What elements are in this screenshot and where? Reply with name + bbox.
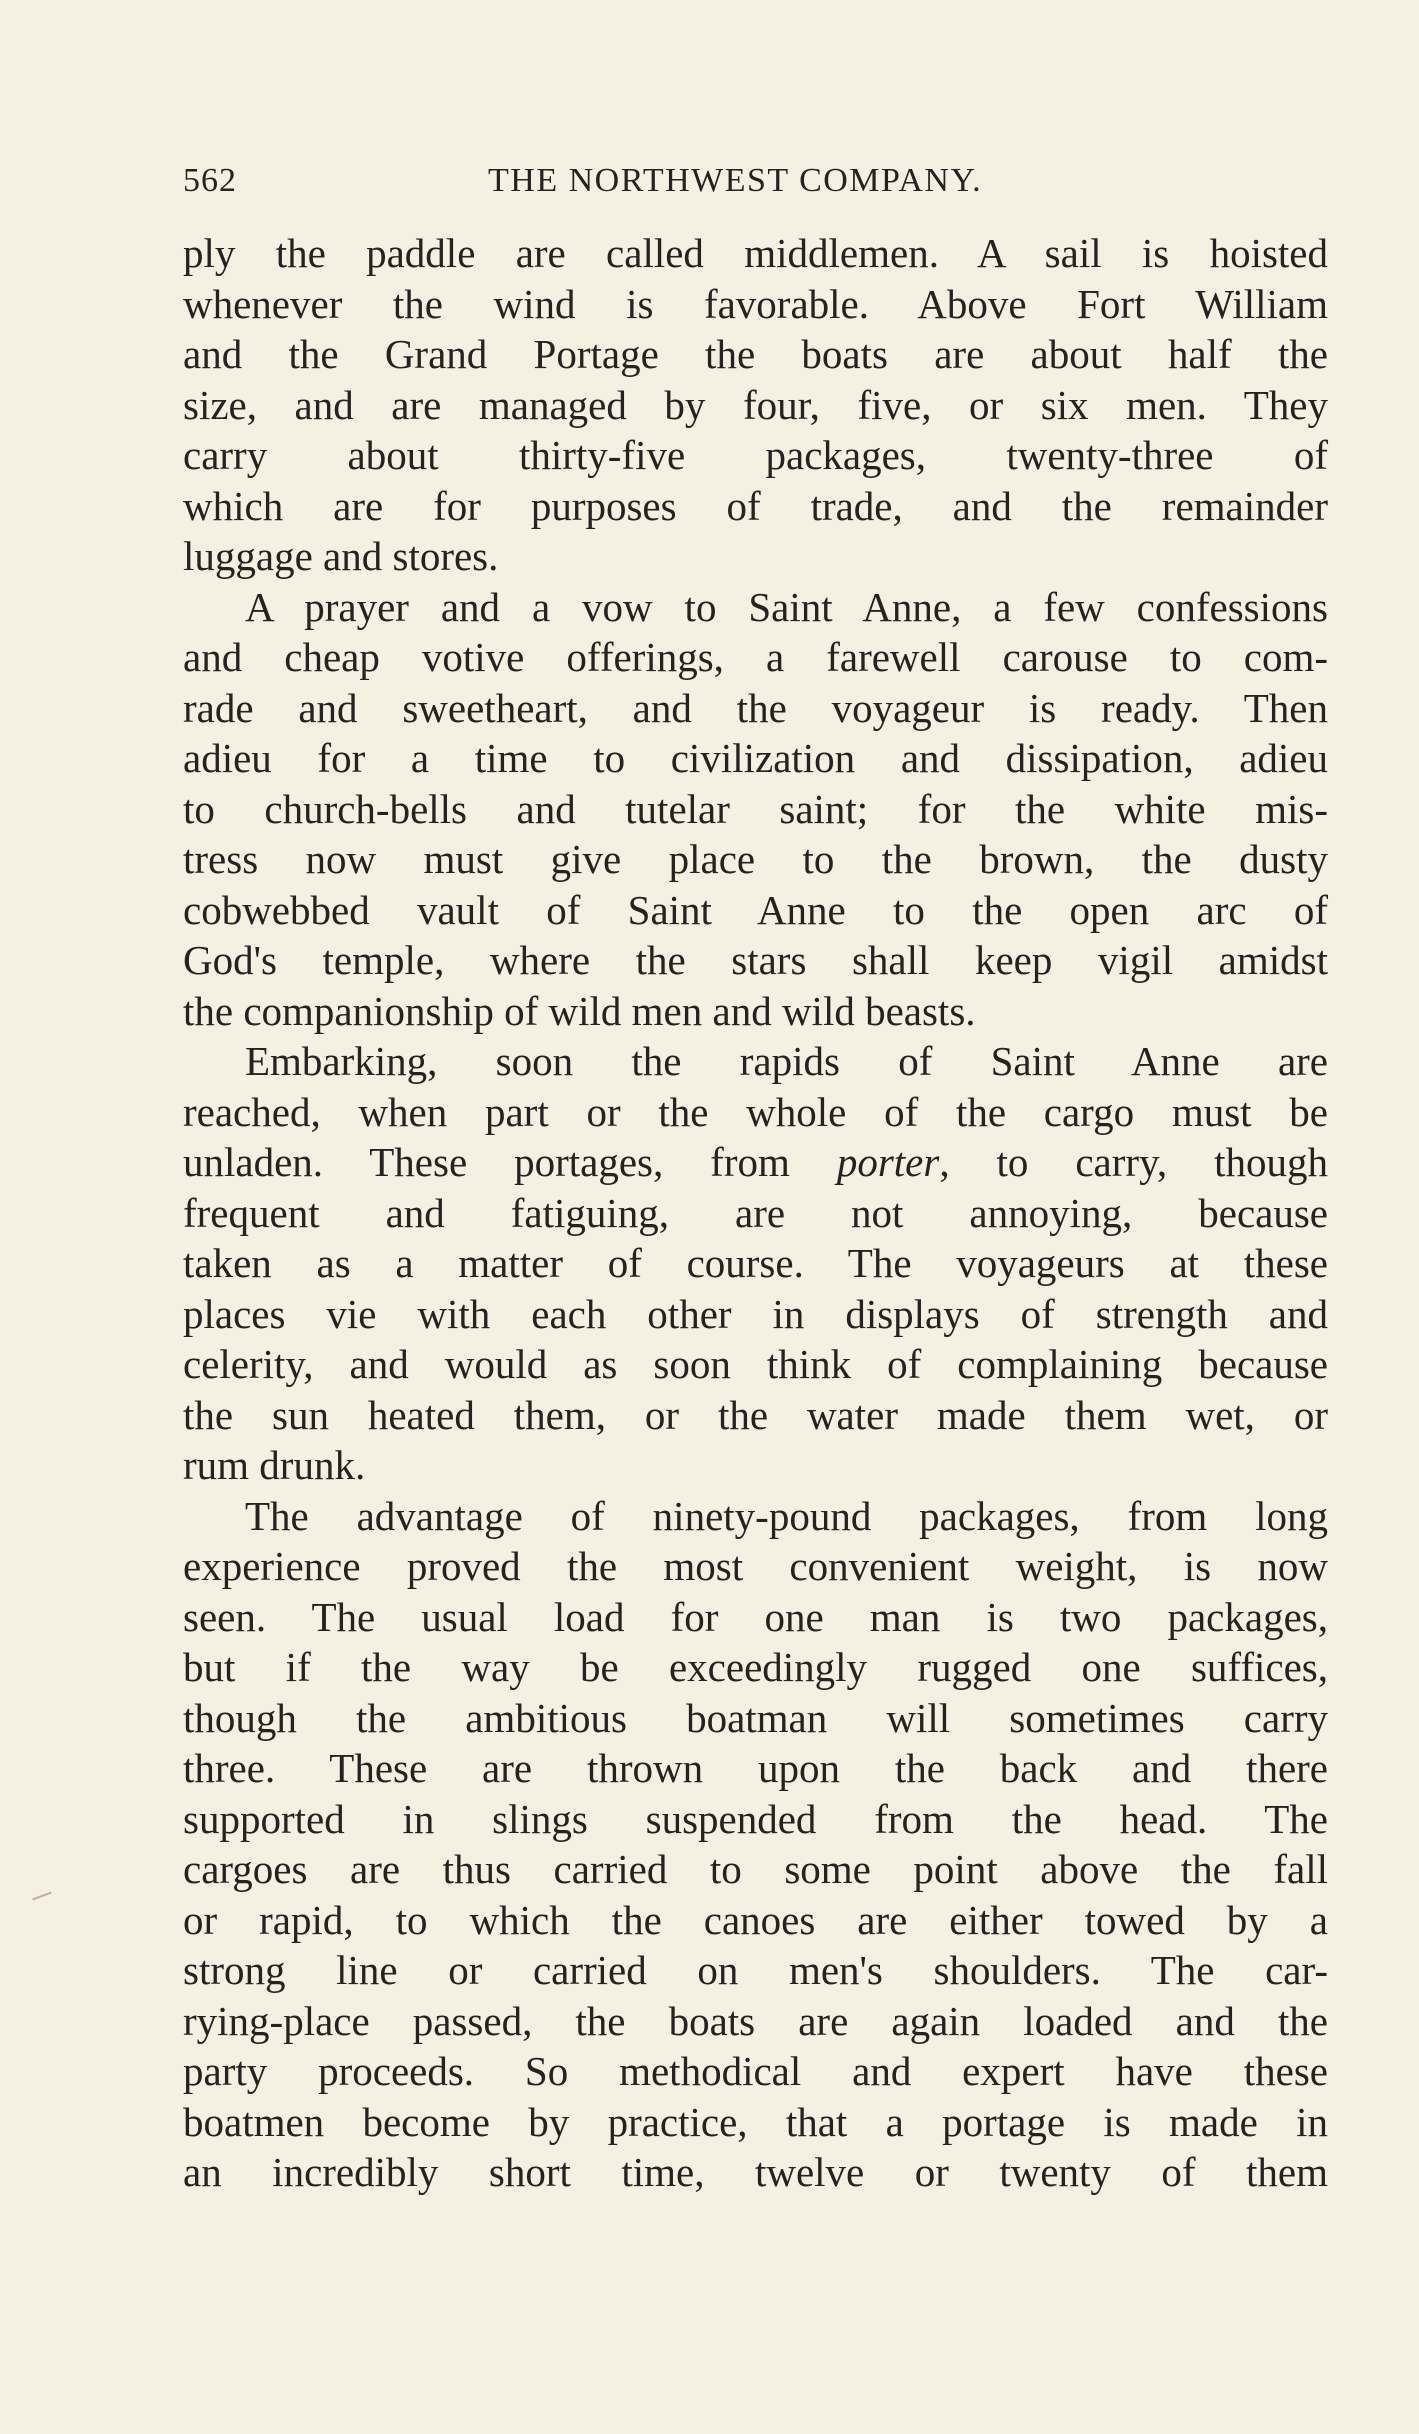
text-line <box>183 2097 1328 2148</box>
text-line <box>183 1491 1328 1542</box>
text-line <box>183 1339 1328 1390</box>
line-text: supported in slings suspended from the head. The <box>183 1795 1328 1842</box>
text-line <box>183 885 1328 936</box>
line-text: The advantage of ninety-pound packages, from long <box>245 1492 1328 1539</box>
text-line <box>183 834 1328 885</box>
text-line <box>183 430 1328 481</box>
line-text: whenever the wind is favorable. Above Fort William <box>183 280 1328 327</box>
line-text: tress now must give place to the brown, the dusty <box>183 836 1328 882</box>
italic-word: porter <box>836 1139 940 1185</box>
text-line <box>183 1289 1328 1340</box>
line-text: cobwebbed vault of Saint Anne to the open arc of <box>183 886 1328 933</box>
text-line <box>183 380 1328 431</box>
text-line <box>183 1693 1328 1744</box>
text-line <box>183 279 1328 330</box>
line-text: boatmen become by practice, that a portage is made in <box>183 2098 1328 2145</box>
line-text: God's temple, where the stars shall keep vigil amidst <box>183 937 1328 983</box>
text-line <box>183 1188 1328 1239</box>
text-line <box>183 784 1328 835</box>
running-head: THE NORTHWEST COMPANY. <box>488 162 983 199</box>
margin-mark <box>32 1892 51 1901</box>
line-text: the companionship of wild men and wild beasts. <box>183 987 976 1034</box>
page-header <box>183 162 1328 206</box>
line-text: carry about thirty-five packages, twenty-three of <box>183 432 1328 478</box>
line-text: strong line or carried on men's shoulders. The car- <box>183 1947 1328 1993</box>
line-text: luggage and stores. <box>183 533 499 579</box>
text-line <box>183 1945 1328 1996</box>
text-line <box>183 1238 1328 1289</box>
line-text-after: , to carry, though <box>939 1139 1328 1185</box>
text-line <box>183 1137 1328 1188</box>
line-text: rying-place passed, the boats are again loaded and the <box>183 1997 1328 2044</box>
text-line <box>183 329 1328 380</box>
text-line <box>183 935 1328 986</box>
line-text: and cheap votive offerings, a farewell carouse to com- <box>183 634 1328 680</box>
text-line <box>183 733 1328 784</box>
text-line <box>183 2147 1328 2198</box>
line-text: party proceeds. So methodical and expert have these <box>183 2048 1328 2094</box>
text-line <box>183 632 1328 683</box>
text-line <box>183 1541 1328 1592</box>
text-line <box>183 2046 1328 2097</box>
line-text: but if the way be exceedingly rugged one suffices, <box>183 1644 1328 1690</box>
text-line <box>183 1794 1328 1845</box>
text-line <box>183 1440 1328 1491</box>
line-text: and the Grand Portage the boats are about half the <box>183 331 1328 377</box>
text-line <box>183 986 1328 1037</box>
line-text: frequent and fatiguing, are not annoying, because <box>183 1189 1328 1236</box>
line-text: taken as a matter of course. The voyageurs at these <box>183 1240 1328 1286</box>
body-text <box>183 228 1328 2198</box>
line-text: to church-bells and tutelar saint; for the white mis- <box>183 785 1328 832</box>
text-line <box>183 1996 1328 2047</box>
line-text: the sun heated them, or the water made them wet, or <box>183 1391 1328 1438</box>
line-text: Embarking, soon the rapids of Saint Anne are <box>245 1038 1328 1084</box>
line-text: adieu for a time to civilization and dissipation, adieu <box>183 735 1328 781</box>
line-text: rade and sweetheart, and the voyageur is ready. Then <box>183 684 1328 731</box>
line-text: experience proved the most convenient weight, is now <box>183 1543 1328 1589</box>
text-line <box>183 1844 1328 1895</box>
line-text: ply the paddle are called middlemen. A sail is hoisted <box>183 230 1328 276</box>
text-line <box>183 1592 1328 1643</box>
line-text: seen. The usual load for one man is two packages, <box>183 1593 1328 1640</box>
line-text: size, and are managed by four, five, or six men. They <box>183 381 1328 428</box>
line-text: though the ambitious boatman will sometimes carry <box>183 1694 1328 1741</box>
text-line <box>183 582 1328 633</box>
line-text: or rapid, to which the canoes are either towed by a <box>183 1896 1328 1943</box>
text-line <box>183 1895 1328 1946</box>
line-text: places vie with each other in displays of strength and <box>183 1290 1328 1337</box>
line-text: unladen. These portages, from <box>183 1139 837 1185</box>
line-text: cargoes are thus carried to some point above the fall <box>183 1846 1328 1892</box>
line-text: an incredibly short time, twelve or twenty of them <box>183 2149 1328 2195</box>
text-line <box>183 1390 1328 1441</box>
text-line <box>183 1642 1328 1693</box>
line-text: reached, when part or the whole of the cargo must be <box>183 1088 1328 1135</box>
text-line <box>183 481 1328 532</box>
line-text: A prayer and a vow to Saint Anne, a few confessions <box>245 583 1328 630</box>
text-line <box>183 1743 1328 1794</box>
line-text: three. These are thrown upon the back and there <box>183 1745 1328 1791</box>
text-line <box>183 1036 1328 1087</box>
text-line <box>183 683 1328 734</box>
line-text: rum drunk. <box>183 1442 366 1488</box>
line-text: which are for purposes of trade, and the remainder <box>183 482 1328 529</box>
page-number: 562 <box>183 162 237 199</box>
text-line <box>183 1087 1328 1138</box>
line-text: celerity, and would as soon think of complaining because <box>183 1341 1328 1387</box>
text-line <box>183 531 1328 582</box>
text-line <box>183 228 1328 279</box>
